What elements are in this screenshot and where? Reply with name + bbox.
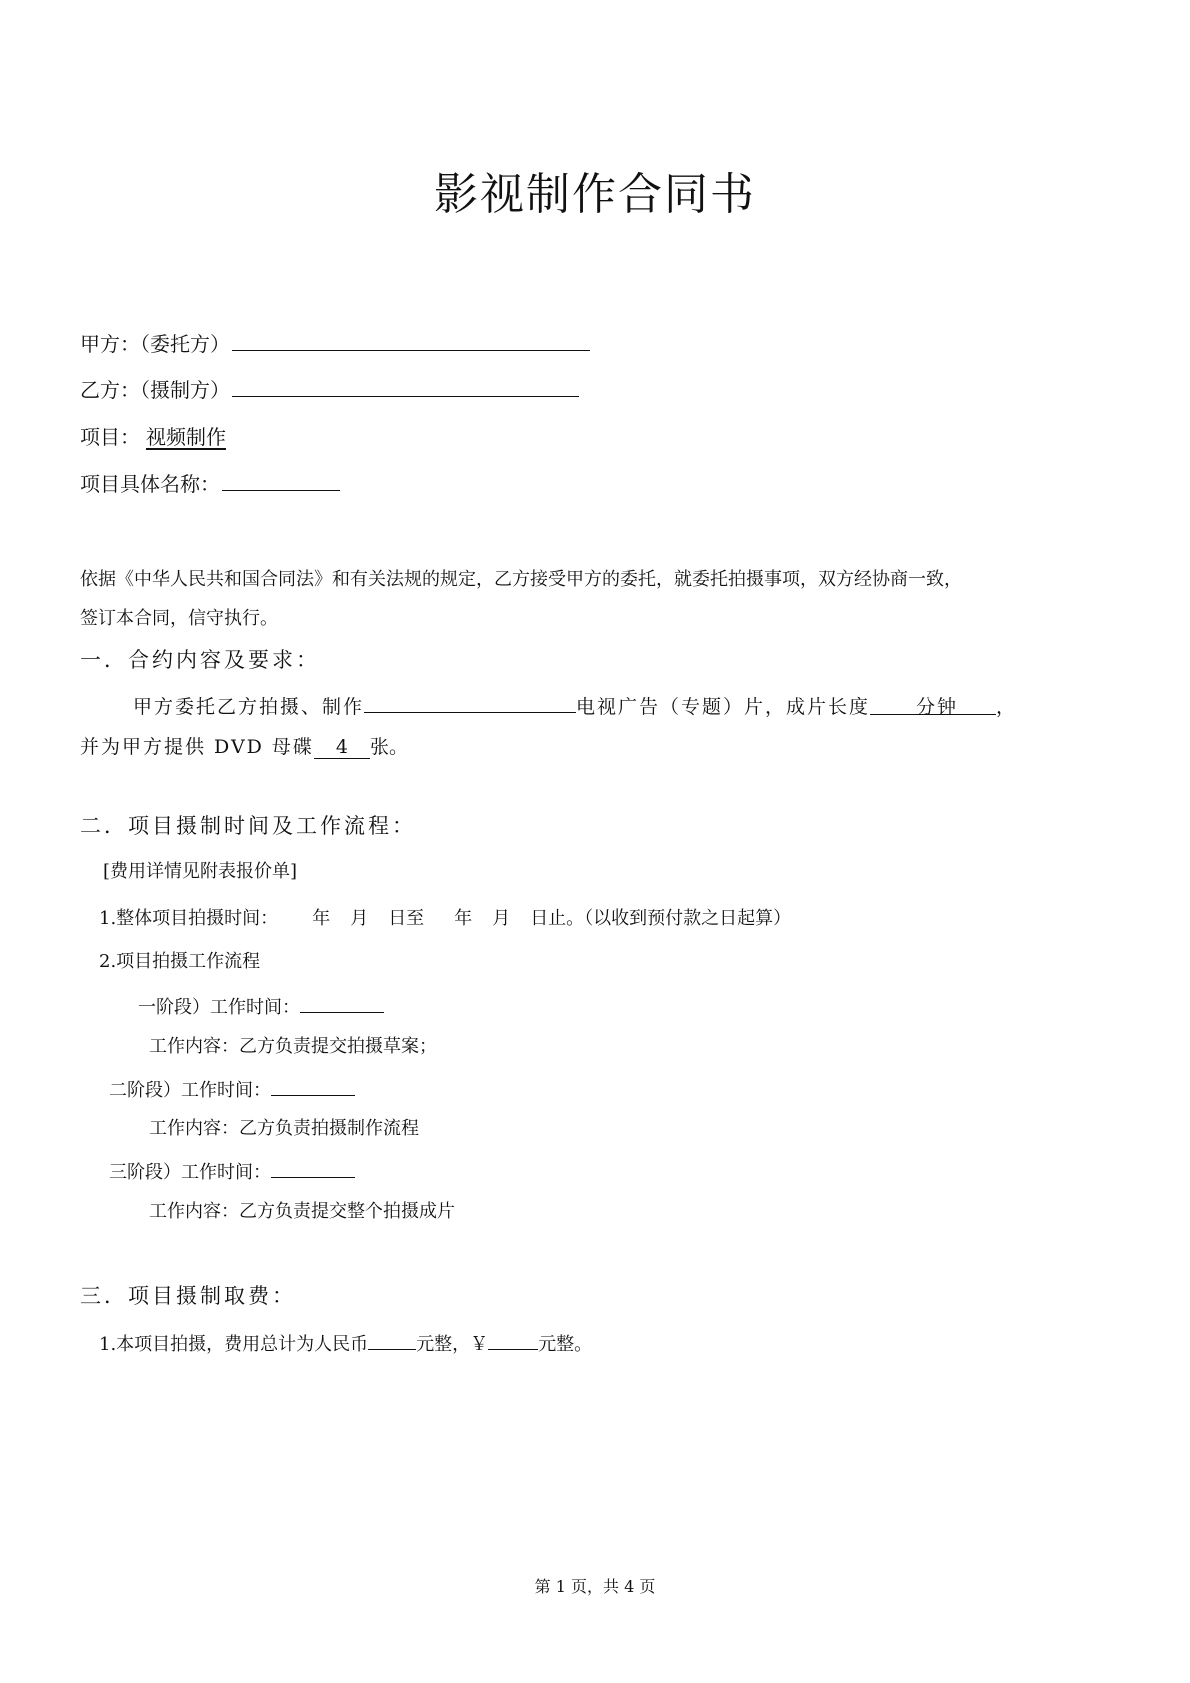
start-day: 日至 — [388, 908, 425, 929]
project-name-blank — [222, 468, 340, 491]
project-label: 项目： — [80, 425, 140, 449]
section1-line-1 — [133, 690, 1017, 719]
stage-2-content: 工作内容：乙方负责拍摄制作流程 — [149, 1118, 419, 1139]
start-month: 月 — [350, 908, 369, 929]
end-month: 月 — [492, 908, 511, 929]
stage-1-content: 工作内容：乙方负责提交拍摄草案； — [149, 1036, 437, 1057]
page-footer: 第 1 页，共 4 页 — [534, 1577, 656, 1596]
party-a-line — [80, 328, 590, 357]
stage-2-time-label: 二阶段）工作时间： — [109, 1080, 271, 1101]
fee-line — [99, 1327, 592, 1356]
party-b-line — [80, 374, 579, 403]
stage-2-time — [109, 1073, 355, 1102]
dvd-count-value: 4 — [335, 736, 348, 758]
section1-text-d: 张。 — [369, 736, 408, 758]
project-name-label: 项目具体名称： — [80, 472, 220, 496]
section1-text-a: 甲方委托乙方拍摄、制作 — [133, 696, 365, 718]
stage-1-time-blank — [300, 990, 384, 1013]
start-year: 年 — [312, 908, 331, 929]
section1-line-2 — [80, 732, 408, 759]
project-line — [80, 421, 244, 450]
stage-3-content: 工作内容：乙方负责提交整个拍摄成片 — [149, 1201, 455, 1222]
stage-3-time — [109, 1155, 355, 1184]
fee-number-blank — [488, 1327, 538, 1350]
section1-heading: 一．合约内容及要求： — [80, 648, 320, 672]
section1-text-c: 并为甲方提供 DVD 母碟 — [80, 736, 314, 758]
stage-1-time — [138, 990, 384, 1019]
stage-1-time-label: 一阶段）工作时间： — [138, 997, 300, 1018]
overall-time-label: 1.整体项目拍摄时间： — [99, 908, 279, 929]
section1-text-b: 电视广告（专题）片，成片长度 — [576, 696, 871, 718]
section2-note: [费用详情见附表报价单] — [103, 861, 298, 882]
project-name-line — [80, 468, 340, 497]
length-value: 分钟 — [916, 696, 959, 718]
stage-2-time-blank — [271, 1073, 355, 1096]
end-day: 日止。（以收到预付款之日起算） — [530, 908, 792, 929]
party-b-blank — [232, 374, 579, 397]
overall-time-line — [99, 904, 791, 930]
fee-text-c: 元整。 — [538, 1334, 593, 1355]
fee-rmb-blank — [368, 1327, 416, 1350]
fee-text-a: 1.本项目拍摄，费用总计为人民币 — [99, 1334, 369, 1355]
ad-name-blank — [364, 690, 576, 713]
project-value: 视频制作 — [146, 425, 226, 449]
document-title: 影视制作合同书 — [434, 169, 756, 220]
stage-3-time-label: 三阶段）工作时间： — [109, 1162, 271, 1183]
process-label: 2.项目拍摄工作流程 — [99, 951, 261, 972]
dvd-count-blank — [314, 736, 370, 759]
end-year: 年 — [454, 908, 473, 929]
section1-line-end: ， — [996, 696, 1018, 718]
party-b-label: 乙方：（摄制方） — [80, 378, 230, 402]
stage-3-time-blank — [271, 1155, 355, 1178]
section3-heading: 三．项目摄制取费： — [80, 1284, 296, 1308]
fee-text-b: 元整，￥ — [416, 1334, 489, 1355]
section2-heading: 二．项目摄制时间及工作流程： — [80, 814, 416, 838]
party-a-blank — [232, 328, 590, 351]
preamble-line-1: 依据《中华人民共和国合同法》和有关法规的规定，乙方接受甲方的委托，就委托拍摄事项，双方经协商一致， — [80, 569, 962, 590]
length-blank — [870, 692, 996, 718]
preamble-line-2: 签订本合同，信守执行。 — [80, 608, 278, 629]
party-a-label: 甲方：（委托方） — [80, 332, 230, 356]
